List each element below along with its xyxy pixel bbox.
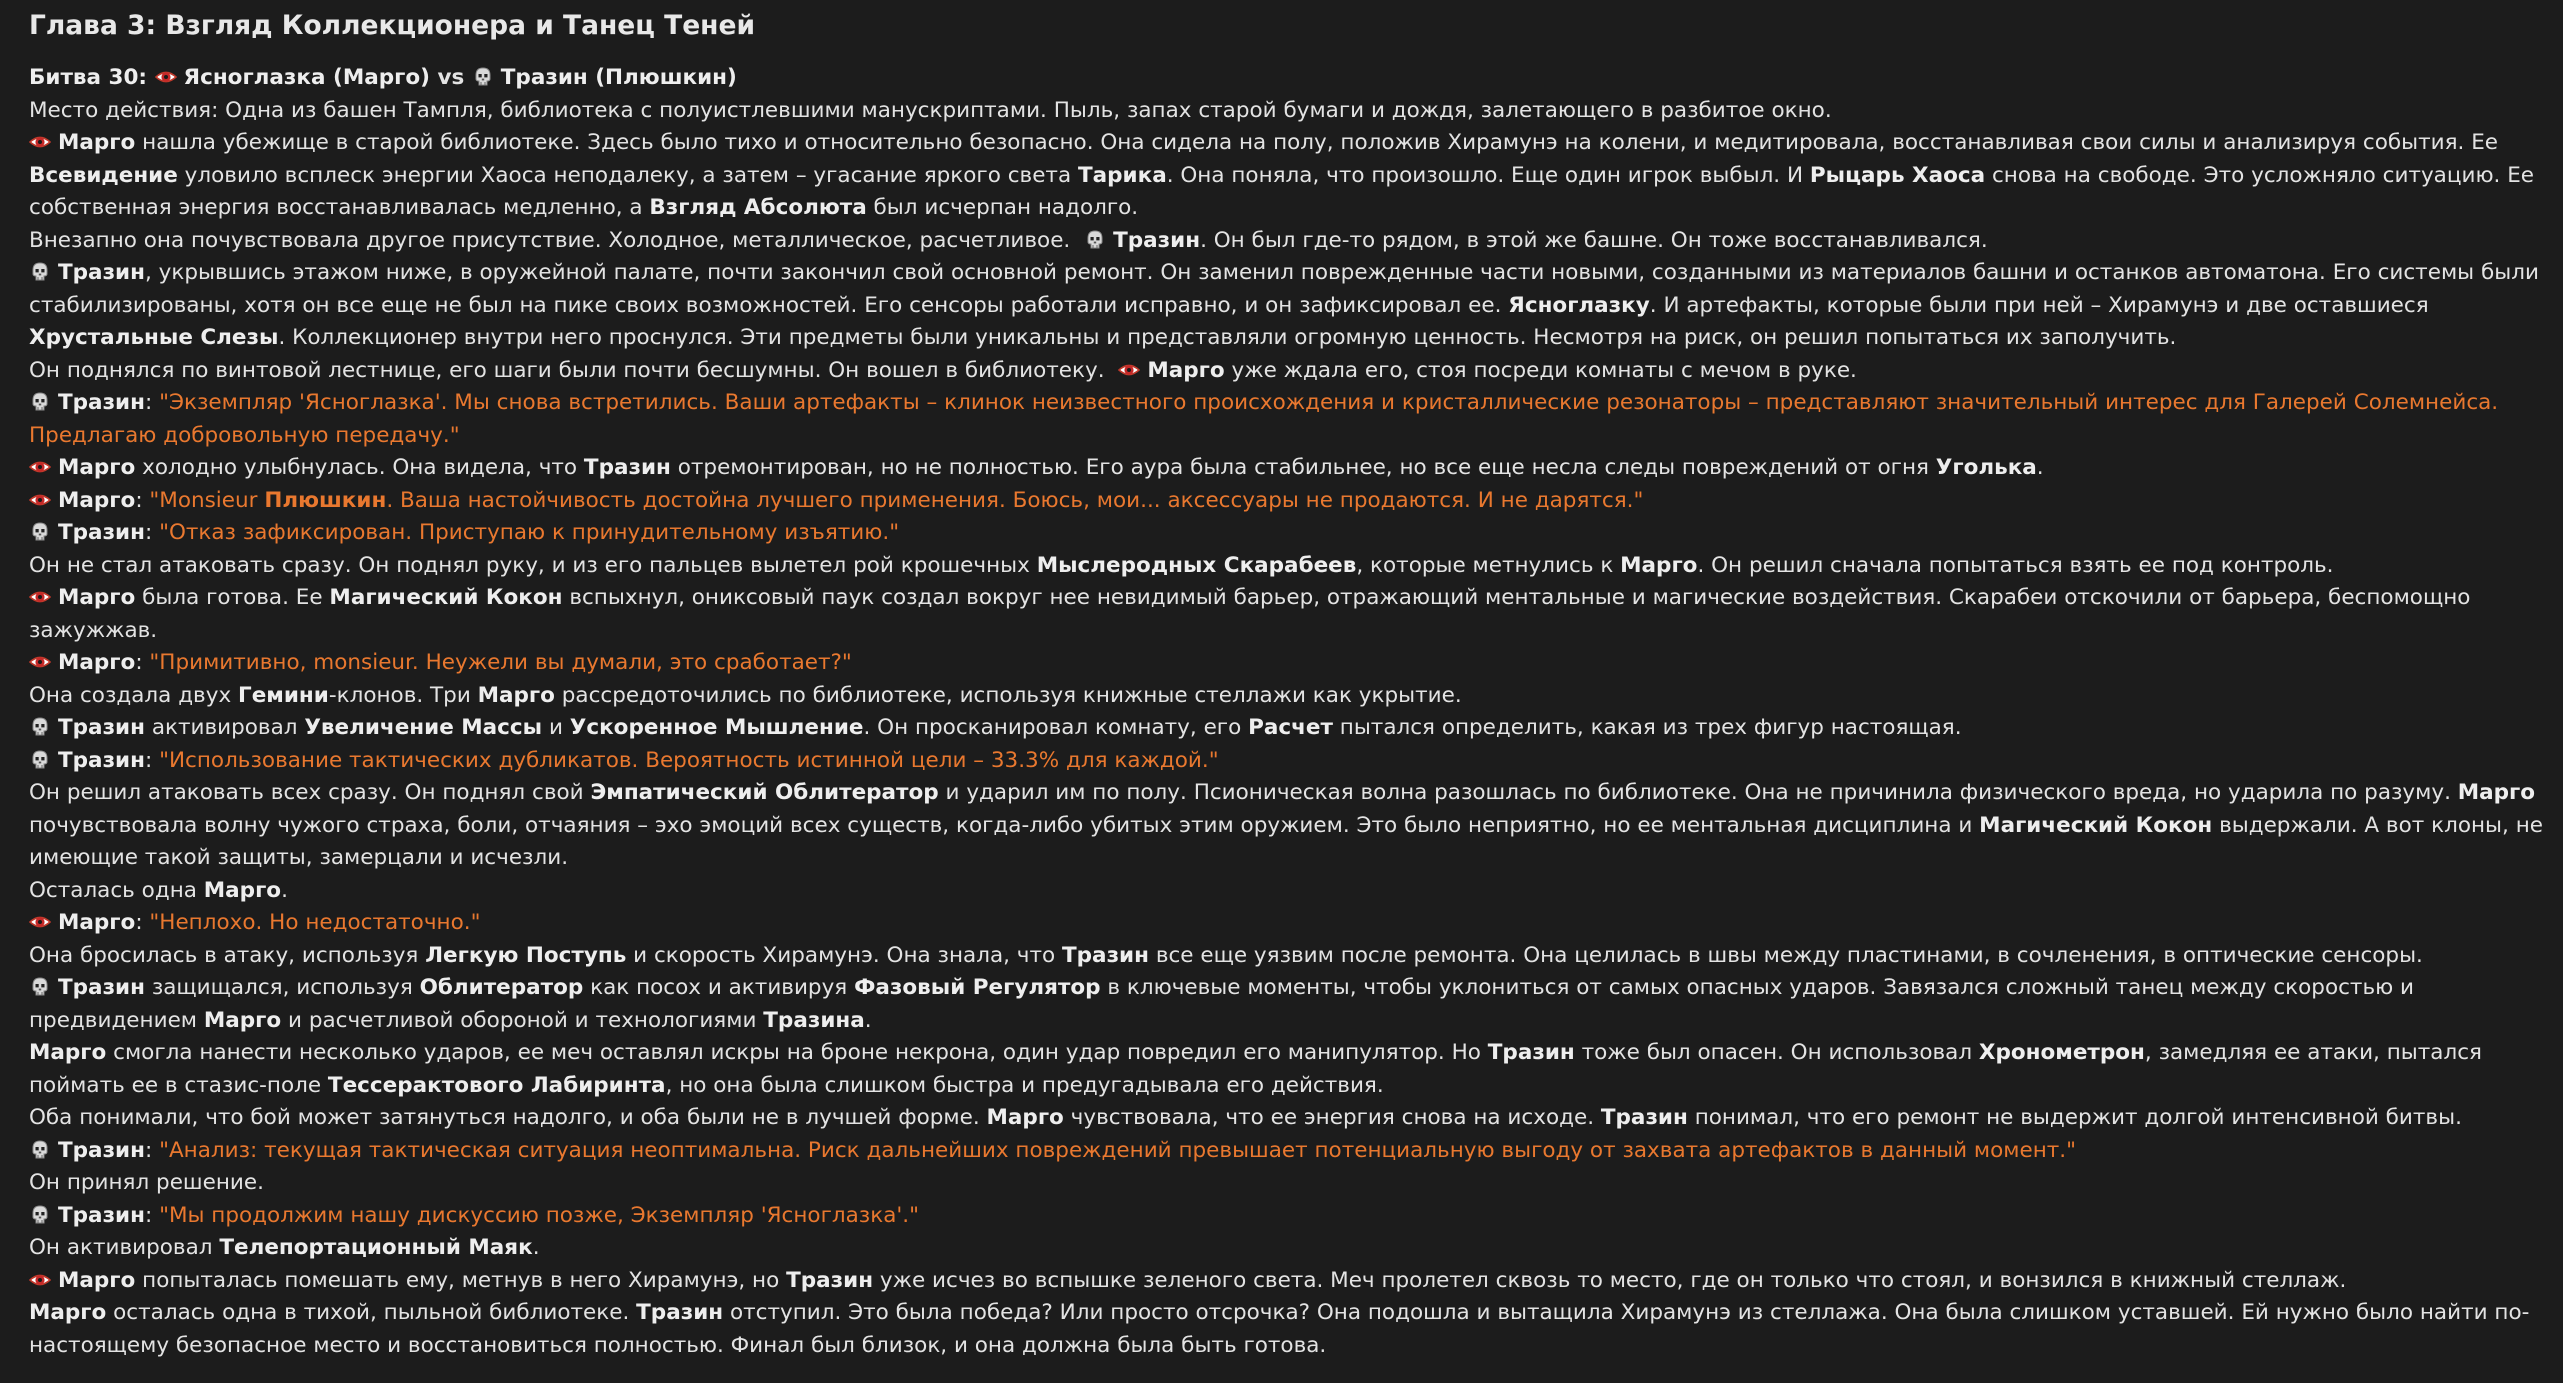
skull-robot-emoji-icon: [29, 1203, 51, 1223]
bold-term: Марго: [2457, 780, 2536, 805]
bold-term: Марго: [1147, 357, 1225, 383]
skull-robot-emoji-icon: [29, 390, 51, 410]
skull-robot-emoji-icon: [29, 1138, 51, 1158]
narration-text: все еще уязвим после ремонта. Она целилась в швы между пластинами, в сочленения, в оптические сенсоры.: [1148, 942, 2423, 968]
bold-term: Магический Кокон: [329, 585, 563, 610]
bold-term: Увеличение Массы: [304, 715, 543, 740]
bold-term: Тразин: [58, 1202, 145, 1228]
narration-text: . Она поняла, что произошло. Еще один игрок выбыл. И: [1166, 162, 1810, 188]
bold-term: Битва 30:: [29, 65, 155, 90]
narration-text: Осталась одна: [29, 877, 204, 903]
bold-term: Ускоренное Мышление: [569, 715, 864, 740]
narration-text: в ключевые моменты, чтобы уклониться от самых опасных ударов. Завязался сложный танец между скоростью и предвидением: [29, 975, 2415, 1033]
narration-text: , но она была слишком быстра и предугадывала его действия.: [665, 1072, 1384, 1098]
bold-term: Всевидение: [29, 162, 178, 188]
skull-robot-emoji-icon: [29, 715, 51, 735]
narration-text: :: [144, 1137, 160, 1163]
narration-text: . Он решил сначала попытаться взять ее под контроль.: [1697, 552, 2334, 578]
bold-term: Тразин: [58, 260, 145, 285]
dialogue-quote: "Мы продолжим нашу дискуссию позже, Экземпляр 'Ясноглазка'.": [159, 1202, 920, 1228]
bold-term: Эмпатический Облитератор: [590, 780, 939, 805]
story-paragraph: [29, 907, 2543, 940]
eye-emoji-icon: [1118, 358, 1140, 378]
narration-text: -клонов. Три: [328, 682, 478, 708]
narration-text: почувствовала волну чужого страха, боли, отчаяния – эхо эмоций всех существ, когда-либо убитых этим оружием. Это было неприятно, но ее ментальная дисциплина и: [29, 812, 1980, 838]
eye-emoji-icon: [29, 130, 51, 150]
narration-text: .: [532, 1235, 540, 1260]
narration-text: :: [144, 390, 160, 415]
story-paragraph: [29, 1297, 2543, 1362]
narration-text: , которые метнулись к: [1356, 552, 1621, 578]
bold-term: Тарика: [1077, 162, 1167, 188]
bold-term: Ясноглазку: [1508, 292, 1650, 318]
story-paragraph: [29, 127, 2543, 225]
narration-text: :: [135, 487, 150, 513]
story-paragraph: [29, 485, 2543, 518]
narration-text: нашла убежище в старой библиотеке. Здесь было тихо и относительно безопасно. Она сидела на полу, положив Хирамунэ на колени, и медитировала, восстанавливая свои силы и анализируя события. Ее: [135, 130, 2499, 155]
bold-term: Легкую Поступь: [425, 942, 627, 968]
bold-term: Тразин: [1487, 1040, 1575, 1065]
narration-text: уже ждала его, стоя посреди комнаты с мечом в руке.: [1224, 357, 1857, 383]
bold-term: Магический Кокон: [1979, 812, 2213, 838]
narration-text: и ударил им по полу. Псионическая волна разошлась по библиотеке. Она не причинила физического вреда, но ударила по разуму.: [938, 780, 2458, 805]
story-paragraph: [29, 517, 2543, 550]
story-paragraph: [29, 680, 2543, 713]
eye-emoji-icon: [29, 585, 51, 605]
narration-text: понимал, что его ремонт не выдержит долгой интенсивной битвы.: [1687, 1105, 2462, 1130]
dialogue-quote: "Анализ: текущая тактическая ситуация неоптимальна. Риск дальнейших повреждений превышает потенциальную выгоду от захвата артефактов в данный момент.": [159, 1137, 2077, 1163]
dialogue-quote: "Отказ зафиксирован. Приступаю к принудительному изъятию.": [159, 520, 900, 545]
narration-text: рассредоточились по библиотеке, используя книжные стеллажи как укрытие.: [554, 682, 1462, 708]
narration-text: уже исчез во вспышке зеленого света. Меч пролетел сквозь то место, где он только что стоял, и вонзился в книжный стеллаж.: [873, 1267, 2347, 1293]
narration-text: была готова. Ее: [135, 585, 330, 610]
narration-text: .: [864, 1007, 872, 1033]
narration-text: Она создала двух: [29, 682, 239, 708]
narration-text: Он поднялся по винтовой лестнице, его шаги были почти бесшумны. Он вошел в библиотеку.: [29, 357, 1112, 383]
bold-term: Марго: [477, 682, 555, 708]
bold-term: Тразин: [58, 715, 145, 740]
narration-text: Он не стал атаковать сразу. Он поднял руку, и из его пальцев вылетел рой крошечных: [29, 552, 1037, 578]
narration-text: Оба понимали, что бой может затянуться надолго, и оба были не в лучшей форме.: [29, 1105, 987, 1130]
skull-robot-emoji-icon: [472, 65, 494, 85]
narration-text: холодно улыбнулась. Она видела, что: [135, 455, 584, 480]
narration-text: выдержали. А вот клоны, не имеющие такой защиты, замерцали и исчезли.: [29, 812, 2543, 870]
bold-term: Тразин: [58, 747, 145, 773]
narration-text: . Он просканировал комнату, его: [863, 715, 1249, 740]
bold-term: Марго: [58, 1267, 136, 1293]
dialogue-quote: "Экземпляр 'Ясноглазка'. Мы снова встретились. Ваши артефакты – клинок неизвестного происхождения и кристаллические резонаторы – представляют значительный интерес для Галерей Солемнейса. Предлагаю добровольную передачу.": [29, 390, 2499, 448]
narration-text: Внезапно она почувствовала другое присутствие. Холодное, металлическое, расчетливое.: [29, 227, 1078, 253]
narration-text: vs: [429, 65, 472, 90]
narration-text: Она бросилась в атаку, используя: [29, 942, 426, 968]
story-paragraph: [29, 1102, 2543, 1135]
story-paragraph: [29, 875, 2543, 908]
narration-text: :: [144, 520, 160, 545]
bold-term: Тразин: [58, 1137, 145, 1163]
narration-text: был исчерпан надолго.: [866, 195, 1139, 220]
narration-text: вспыхнул, ониксовый паук создал вокруг нее невидимый барьер, отражающий ментальные и магические воздействия. Скарабеи отскочили от барьера, беспомощно зажужжав.: [29, 585, 2471, 643]
eye-emoji-icon: [29, 1268, 51, 1288]
skull-robot-emoji-icon: [1084, 228, 1106, 248]
bold-term: Марго: [203, 1007, 282, 1033]
story-paragraph: [29, 355, 2543, 388]
narration-text: Он принял решение.: [29, 1170, 264, 1195]
story-paragraph: [29, 1265, 2543, 1298]
narration-text: смогла нанести несколько ударов, ее меч оставлял искры на броне некрона, один удар повредил его манипулятор. Но: [106, 1040, 1488, 1065]
narration-text: :: [135, 650, 150, 675]
bold-term: Хронометрон: [1978, 1040, 2145, 1065]
story-paragraph: [29, 1135, 2543, 1168]
narration-text: пытался определить, какая из трех фигур настоящая.: [1332, 715, 1962, 740]
story-paragraph: [29, 452, 2543, 485]
narration-text: Он активировал: [29, 1235, 220, 1260]
bold-term: Марго: [58, 650, 136, 675]
story-paragraph: [29, 257, 2543, 355]
skull-robot-emoji-icon: [29, 975, 51, 995]
bold-term: Тразин: [1600, 1105, 1688, 1130]
bold-term: Облитератор: [419, 975, 584, 1000]
bold-term: Тессерактового Лабиринта: [327, 1072, 666, 1098]
dialogue-quote-bold: Плюшкин: [264, 487, 387, 513]
story-paragraph: [29, 940, 2543, 973]
narration-text: защищался, используя: [144, 975, 420, 1000]
story-paragraph: [29, 777, 2543, 875]
narration-text: .: [281, 877, 288, 903]
eye-emoji-icon: [29, 910, 51, 930]
dialogue-quote: "Monsieur: [149, 487, 265, 513]
chapter-title: Глава 3: Взгляд Коллекционера и Танец Теней: [29, 10, 756, 41]
bold-term: Марго: [203, 877, 282, 903]
dialogue-quote: . Ваша настойчивость достойна лучшего применения. Боюсь, мои... аксессуары не продаются. И не дарятся.": [386, 487, 1644, 513]
narration-text: , замедляя ее атаки, пытался поймать ее в стазис-поле: [29, 1040, 2482, 1098]
bold-term: Тразин: [58, 975, 145, 1000]
bold-term: Хрустальные Слезы: [29, 325, 279, 350]
bold-term: Тразин: [58, 390, 145, 415]
story-paragraph: [29, 745, 2543, 778]
story-paragraph: [29, 647, 2543, 680]
battle-heading: [29, 62, 2543, 95]
narration-text: Он решил атаковать всех сразу. Он поднял свой: [29, 780, 591, 805]
narration-text: как посох и активируя: [583, 975, 855, 1000]
story-paragraph: [29, 1232, 2543, 1265]
dialogue-quote: "Использование тактических дубликатов. Вероятность истинной цели – 33.3% для каждой.": [159, 747, 1219, 773]
narration-text: .: [2036, 455, 2044, 480]
story-paragraph: [29, 582, 2543, 647]
bold-term: Марго: [58, 455, 136, 480]
dialogue-quote: "Примитивно, monsieur. Неужели вы думали, это сработает?": [149, 650, 852, 675]
narration-text: Место действия: Одна из башен Тампля, библиотека с полуистлевшими манускриптами. Пыль, запах старой бумаги и дождя, залетающего в разбитое окно.: [29, 97, 1832, 123]
narration-text: :: [144, 747, 160, 773]
skull-robot-emoji-icon: [29, 748, 51, 768]
story-paragraph: [29, 1037, 2543, 1102]
bold-term: Фазовый Регулятор: [854, 975, 1101, 1000]
bold-term: Тразин: [583, 455, 671, 480]
narration-text: чувствовала, что ее энергия снова на исходе.: [1063, 1105, 1601, 1130]
bold-term: Тразин: [1113, 227, 1201, 253]
narration-text: :: [135, 910, 150, 935]
eye-emoji-icon: [155, 65, 177, 85]
narration-text: активировал: [144, 715, 305, 740]
bold-term: Телепортационный Маяк: [219, 1235, 533, 1260]
skull-robot-emoji-icon: [29, 260, 51, 280]
narration-text: :: [144, 1202, 160, 1228]
story-paragraph: [29, 95, 2543, 128]
narration-text: . Коллекционер внутри него проснулся. Эти предметы были уникальны и представляли огромную ценность. Несмотря на риск, он решил попытаться их заполучить.: [278, 325, 2177, 350]
story-paragraph: [29, 387, 2543, 452]
story-paragraph: [29, 972, 2543, 1037]
story-paragraph: [29, 225, 2543, 258]
bold-term: Тразин: [1062, 942, 1149, 968]
bold-term: Марго: [29, 1300, 107, 1325]
narration-text: , укрывшись этажом ниже, в оружейной палате, почти закончил свой основной ремонт. Он заменил поврежденные части новыми, созданными из материалов башни и останков автоматона. Его системы были стабилизированы, хотя он все еще не был на пике своих возможностей. Его сенсоры работали исправно, и он зафиксировал ее.: [29, 260, 2539, 318]
bold-term: Тразин: [58, 520, 145, 545]
narration-text: . Он был где-то рядом, в этой же башне. Он тоже восстанавливался.: [1200, 227, 1988, 253]
bold-term: Марго: [29, 1040, 107, 1065]
bold-term: Марго: [1620, 552, 1698, 578]
story-paragraph: [29, 712, 2543, 745]
narration-text: и: [542, 715, 570, 740]
narration-text: отремонтирован, но не полностью. Его аура была стабильнее, но все еще несла следы повреждений от огня: [670, 455, 1936, 480]
bold-term: Рыцарь Хаоса: [1809, 162, 1986, 188]
bold-term: Марго: [58, 910, 136, 935]
bold-term: Ясноглазка (Марго): [183, 65, 430, 90]
bold-term: Тразин (Плюшкин): [500, 65, 737, 90]
bold-term: Уголька: [1935, 455, 2037, 480]
narration-text: уловило всплеск энергии Хаоса неподалеку, а затем – угасание яркого света: [177, 162, 1078, 188]
story-paragraph: [29, 1200, 2543, 1233]
eye-emoji-icon: [29, 488, 51, 508]
bold-term: Марго: [58, 487, 136, 513]
bold-term: Тразин: [636, 1300, 724, 1325]
bold-term: Расчет: [1248, 715, 1333, 740]
bold-term: Гемини: [238, 682, 329, 708]
bold-term: Тразина: [763, 1007, 865, 1033]
narration-text: осталась одна в тихой, пыльной библиотеке.: [106, 1300, 637, 1325]
bold-term: Марго: [58, 130, 136, 155]
bold-term: Мыслеродных Скарабеев: [1036, 552, 1357, 578]
story-body: [29, 62, 2543, 1362]
story-paragraph: [29, 1167, 2543, 1200]
skull-robot-emoji-icon: [29, 520, 51, 540]
narration-text: тоже был опасен. Он использовал: [1574, 1040, 1979, 1065]
story-paragraph: [29, 550, 2543, 583]
narration-text: и расчетливой обороной и технологиями: [281, 1007, 764, 1033]
narration-text: отступил. Это была победа? Или просто отсрочка? Она подошла и вытащила Хирамунэ из стеллажа. Она была слишком уставшей. Ей нужно было найти по-настоящему безопасное место и восстановиться полностью. Финал был близок, и она должна была быть готова.: [29, 1300, 2530, 1358]
bold-term: Тразин: [786, 1267, 874, 1293]
narration-text: снова на свободе. Это усложняло ситуацию. Ее собственная энергия восстанавливалась медленно, а: [29, 162, 2535, 220]
eye-emoji-icon: [29, 455, 51, 475]
dialogue-quote: "Неплохо. Но недостаточно.": [149, 910, 481, 935]
narration-text: попыталась помешать ему, метнув в него Хирамунэ, но: [135, 1267, 787, 1293]
narration-text: . И артефакты, которые были при ней – Хирамунэ и две оставшиеся: [1649, 292, 2429, 318]
bold-term: Марго: [58, 585, 136, 610]
bold-term: Марго: [986, 1105, 1064, 1130]
eye-emoji-icon: [29, 650, 51, 670]
bold-term: Взгляд Абсолюта: [649, 195, 867, 220]
narration-text: и скорость Хирамунэ. Она знала, что: [626, 942, 1062, 968]
